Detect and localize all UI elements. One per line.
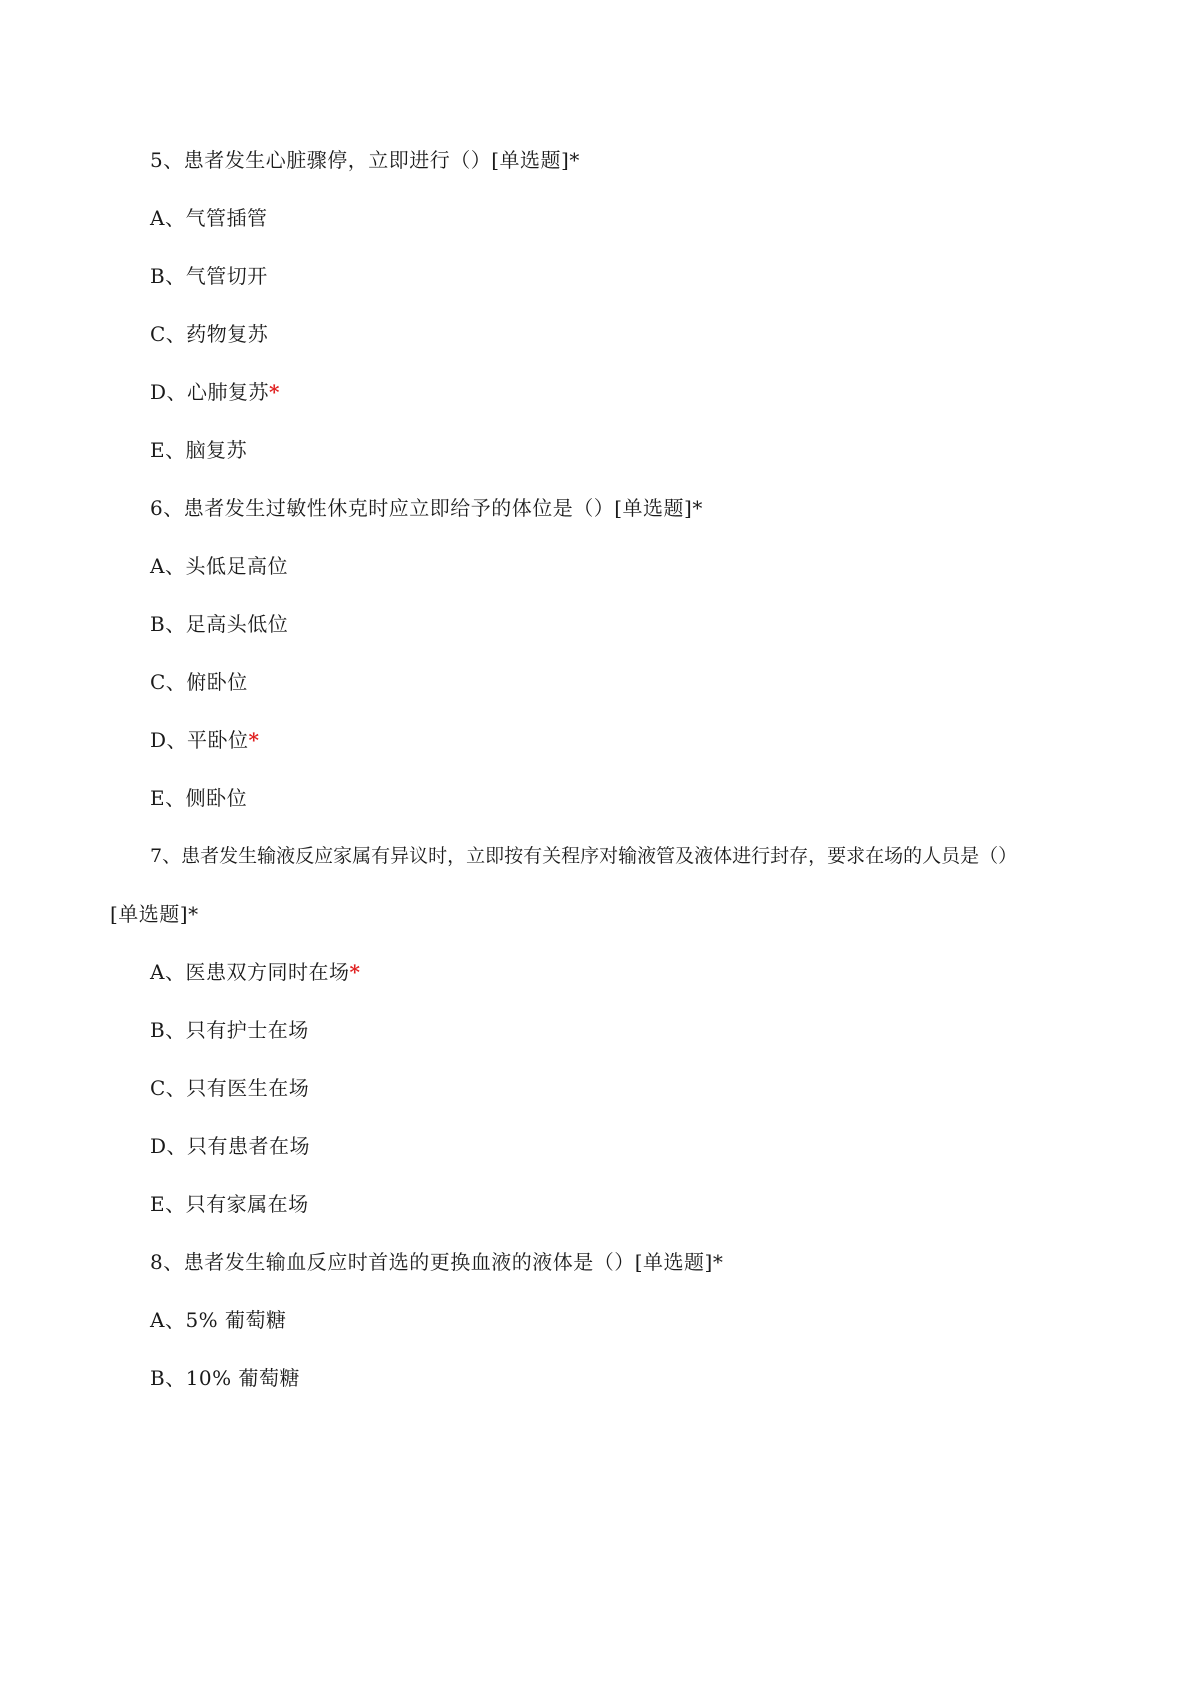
- question-5-option-c: [150, 320, 268, 348]
- question-7-option-c: [150, 1074, 309, 1102]
- question-5-option-b: [150, 262, 268, 290]
- correct-answer-mark: *: [349, 960, 361, 984]
- option-text: E、侧卧位: [150, 786, 248, 810]
- option-text: D、只有患者在场: [150, 1134, 311, 1158]
- question-6-stem: 6、患者发生过敏性休克时应立即给予的体位是（）[单选题]*: [150, 496, 703, 520]
- correct-answer-mark: *: [248, 728, 260, 752]
- question-6-option-c: [150, 668, 248, 696]
- question-5-option-e: [150, 436, 247, 464]
- question-7-stem-continuation: [单选题]*: [110, 902, 199, 926]
- question-7-stem: 7、患者发生输液反应家属有异议时，立即按有关程序对输液管及液体进行封存，要求在场的人员是（）: [150, 845, 1018, 867]
- option-text: B、气管切开: [150, 264, 268, 288]
- option-text: C、药物复苏: [150, 322, 269, 346]
- question-8-stem: 8、患者发生输血反应时首选的更换血液的液体是（）[单选题]*: [150, 1250, 724, 1274]
- option-text: B、足高头低位: [150, 612, 289, 636]
- option-text: B、10% 葡萄糖: [150, 1366, 301, 1390]
- option-text: A、5% 葡萄糖: [150, 1308, 287, 1332]
- option-text: D、平卧位: [150, 728, 249, 752]
- question-6-option-d: [150, 726, 260, 754]
- question-8-option-a: [150, 1306, 287, 1334]
- question-7-option-e: [150, 1190, 309, 1218]
- question-6-option-b: [150, 610, 288, 638]
- option-text: A、气管插管: [150, 206, 268, 230]
- option-text: B、只有护士在场: [150, 1018, 309, 1042]
- question-5-option-d: [150, 378, 280, 406]
- question-5-option-a: [150, 204, 267, 232]
- option-text: D、心肺复苏: [150, 380, 270, 404]
- option-text: C、只有医生在场: [150, 1076, 310, 1100]
- option-text: A、头低足高位: [150, 554, 288, 578]
- option-text: C、俯卧位: [150, 670, 248, 694]
- question-7-option-a: [150, 958, 360, 986]
- question-7-option-d: [150, 1132, 310, 1160]
- option-text: A、医患双方同时在场: [150, 960, 350, 984]
- question-8-option-b: [150, 1364, 300, 1392]
- question-5-stem: 5、患者发生心脏骤停，立即进行（）[单选题]*: [150, 148, 580, 172]
- question-7-option-b: [150, 1016, 309, 1044]
- option-text: E、脑复苏: [150, 438, 248, 462]
- question-6-option-e: [150, 784, 247, 812]
- question-6-option-a: [150, 552, 288, 580]
- option-text: E、只有家属在场: [150, 1192, 309, 1216]
- correct-answer-mark: *: [269, 380, 281, 404]
